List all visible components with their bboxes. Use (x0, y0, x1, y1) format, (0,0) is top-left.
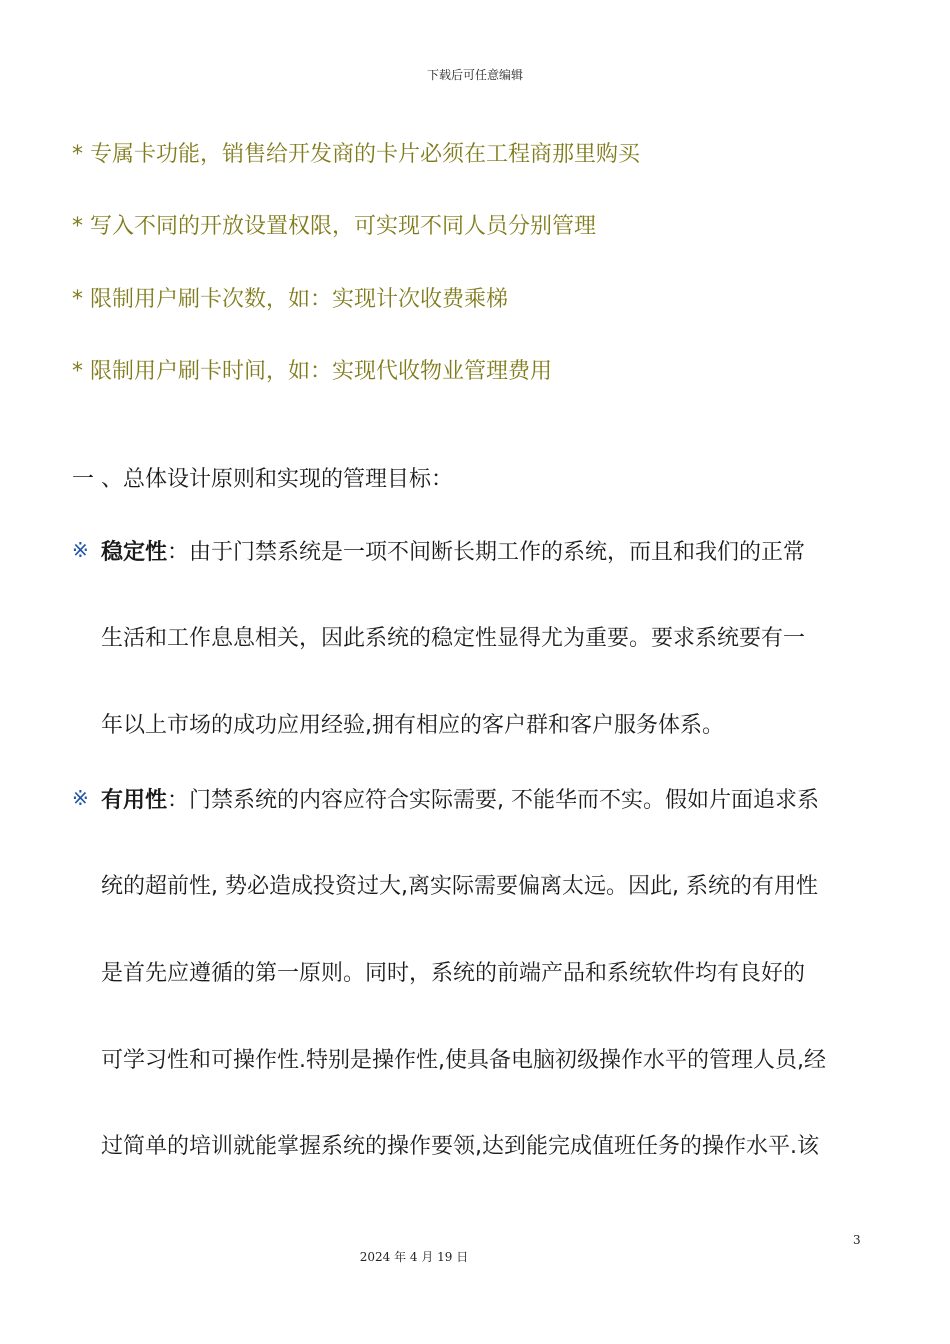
principle-text: ：由于门禁系统是一项不间断长期工作的系统，而且和我们的正常 (167, 540, 806, 565)
page-footer-date: 2024 年 4 月 19 日 (359, 1250, 469, 1264)
principle-line: 生活和工作息息相关，因此系统的稳定性显得尤为重要。要求系统要有一 (101, 626, 806, 651)
page-header: 下载后可任意编辑 (426, 68, 523, 82)
principle-line: 可学习性和可操作性.特别是操作性,使具备电脑初级操作水平的管理人员,经 (101, 1048, 826, 1073)
feature-bullet: * 限制用户刷卡时间，如：实现代收物业管理费用 (72, 359, 552, 384)
feature-bullet: * 限制用户刷卡次数，如：实现计次收费乘梯 (72, 287, 508, 312)
principle-first-line (101, 535, 805, 566)
section-heading: 一 、总体设计原则和实现的管理目标： (72, 467, 453, 492)
reference-mark-icon: ※ (72, 538, 89, 562)
principle-term: 稳定性 (101, 540, 168, 565)
feature-bullet: * 写入不同的开放设置权限，可实现不同人员分别管理 (72, 214, 596, 239)
principle-term: 有用性 (101, 788, 168, 813)
feature-bullet: * 专属卡功能，销售给开发商的卡片必须在工程商那里购买 (72, 142, 640, 167)
principle-line: 过简单的培训就能掌握系统的操作要领,达到能完成值班任务的操作水平.该 (101, 1134, 819, 1159)
principle-line: 是首先应遵循的第一原则。同时，系统的前端产品和系统软件均有良好的 (101, 961, 806, 986)
principle-text: ：门禁系统的内容应符合实际需要, 不能华而不实。假如片面追求系 (167, 788, 820, 813)
page-number: 3 (853, 1233, 861, 1247)
reference-mark-icon: ※ (72, 786, 89, 810)
principle-first-line (101, 783, 819, 814)
principle-line: 年以上市场的成功应用经验,拥有相应的客户群和客户服务体系。 (101, 713, 724, 738)
principle-line: 统的超前性, 势必造成投资过大,离实际需要偏离太远。因此, 系统的有用性 (101, 874, 818, 899)
